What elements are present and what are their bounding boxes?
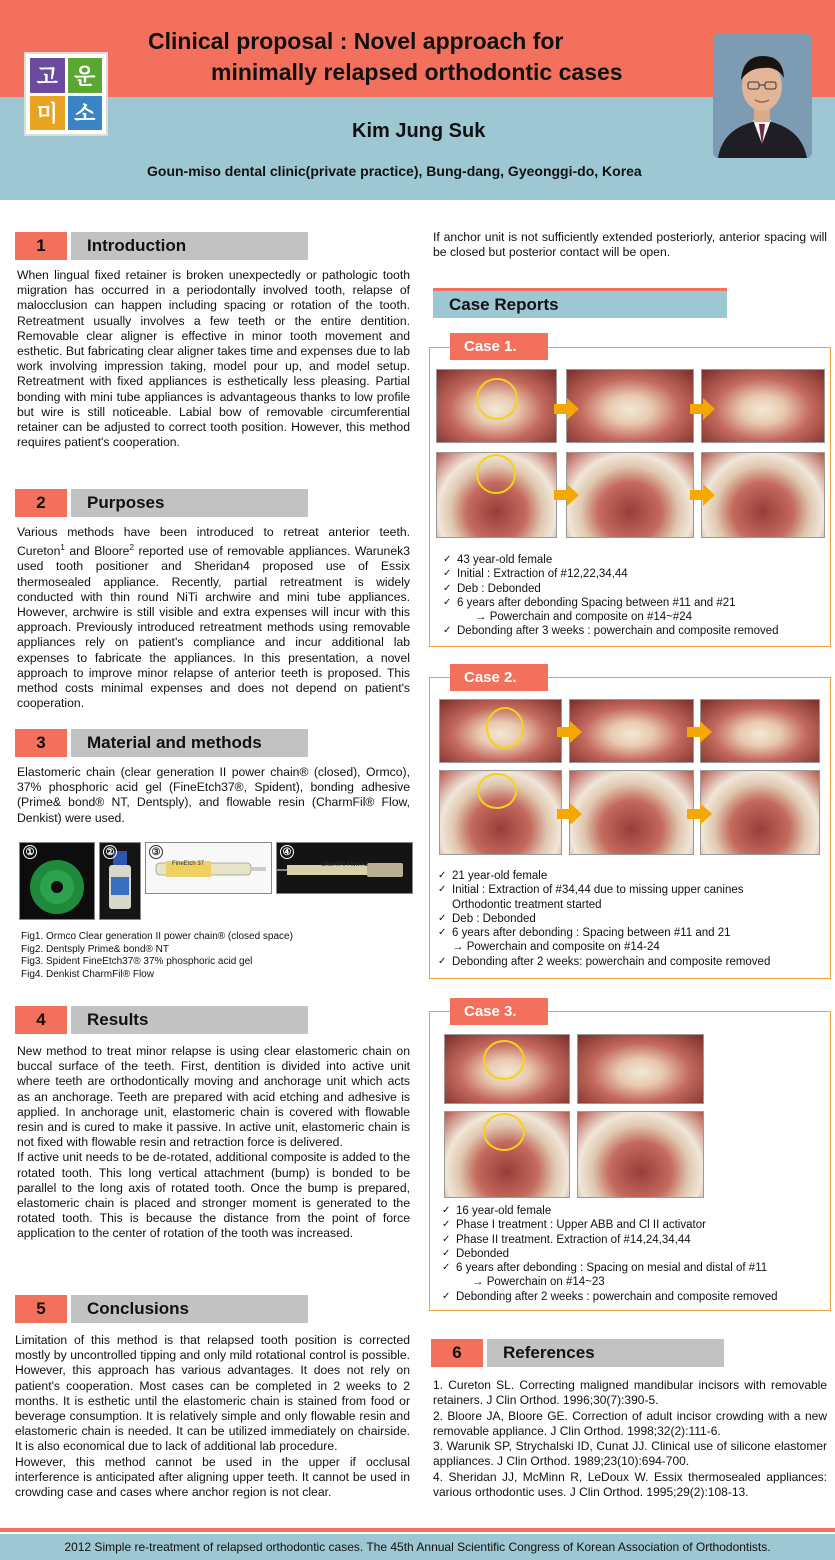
figure-captions [21, 931, 411, 981]
section-title-results: Results [71, 1006, 308, 1034]
case-2-highlight-circle [486, 707, 524, 749]
case-detail: ✓ Deb : Debonded [438, 912, 823, 926]
header-bottom-band [0, 97, 835, 200]
case-2-highlight-circle [477, 773, 517, 809]
results-paragraph-1: New method to treat minor relapse is using clear elastomeric chain on buccal surface of the teeth. First, dentition is divided into active unit where teeth are orthodontically moving and anchorage unit which acts as an anchorage. Teeth are prepared with acid etching and adhesive is applied. In anchorage unit, elastomeric chain is covered with flowable resin and is cured to make it passive. In active unit, elastomeric chain is not fixed with flowable resin and retraction force is delivered. [17, 1044, 410, 1150]
figure-number-2: ② [103, 845, 117, 859]
case-2-details [438, 869, 823, 969]
purposes-text-c: reported use of removable appliances. Warunek3 used tooth positioner and Sheridan4 proposed use of Essix thermosealed appliance. Recently, partial retreatment is widely conducted with thin round NiTi archwire and mini tube appliances. However, archwire is still visible and extra expenses will incur with this approach. Previously introduced retreatment methods using removable appliances rely on patient's compliance and incur additional lab expenses to fabricate the appliances. In this presentation, a novel approach to improve minor relapse of anterior teeth is proposed. This method costs minimal expenses and does not depend on patient's cooperation. [17, 544, 410, 711]
purposes-text-a: Various methods have been introduced to retreat anterior teeth. Cureton [17, 525, 410, 559]
case-1-label: Case 1. [450, 333, 548, 360]
case-detail: ✓ 43 year-old female [443, 553, 823, 567]
etch-label: FineEtch 37 [172, 861, 205, 867]
case-detail: → Powerchain and composite on #14-24 [452, 941, 660, 954]
purposes-paragraph [17, 525, 410, 712]
figure-caption: Fig2. Dentsply Prime& bond® NT [21, 943, 169, 955]
anchor-unit-note [433, 230, 827, 260]
citation-1: 1 [60, 543, 65, 553]
case-detail: ✓ 6 years after debonding Spacing between #11 and #21 [443, 596, 823, 610]
case-detail: ✓ 6 years after debonding : Spacing between #11 and 21 [438, 926, 823, 940]
logo-char: 운 [68, 58, 103, 93]
reference-item: 3. Warunik SP, Strychalski ID, Cunat JJ. Clinical use of silicone elastomer appliances. J Clin Orthod. 1989;23(10):694-700. [433, 1439, 827, 1469]
case-2-photo-frontal-progress [569, 699, 694, 763]
author-portrait-image [713, 34, 812, 158]
purposes-text-b: and Bloore [64, 544, 130, 559]
conclusions-paragraph-1: Limitation of this method is that relapsed tooth position is corrected mostly by uncontrolled tipping and only mild rotational control is possible. However, this approach has various advantages. It does not rely on patient's cooperation. Most cases can be completed in 2 weeks to 2 months. It is esthetic until the elastomeric chain is stained from food or beverage consumption. It is relatively simple and only flowable resin and elastomeric chain is needed. It can be utilized immediately on chairside. It is also economical due to lack of additional lab procedure. [15, 1333, 410, 1454]
author-affiliation: Goun-miso dental clinic(private practice), Bung-dang, Gyeonggi-do, Korea [147, 163, 642, 179]
case-detail: ✓ Initial : Extraction of #12,22,34,44 [443, 567, 823, 581]
methods-paragraph: Elastomeric chain (clear generation II power chain® (closed), Ormco), 37% phosphoric acid gel (FineEtch37®, Spident), bonding adhesive (Prime& bond® NT, Dentsply), and flowable resin (CharmFil® Flow, Denkist) were used. [17, 765, 410, 825]
footer-accent-line [0, 1528, 835, 1532]
poster-title-line1: Clinical proposal : Novel approach for [148, 28, 564, 54]
figure-number-4: ④ [280, 845, 294, 859]
case-1-highlight-circle [476, 378, 518, 420]
case-detail: ✓ Phase II treatment. Extraction of #14,24,34,44 [442, 1233, 827, 1247]
section-title-references: References [487, 1339, 724, 1367]
case-detail: ✓ Debonding after 2 weeks : powerchain and composite removed [442, 1290, 827, 1304]
case-detail: ✓ 21 year-old female [438, 869, 823, 883]
material-image-etch [145, 842, 272, 894]
case-2-label: Case 2. [450, 664, 548, 691]
poster-title-line2: minimally relapsed orthodontic cases [211, 59, 623, 85]
case-3-highlight-circle [483, 1040, 525, 1080]
case-3-photo-occlusal-final [577, 1111, 704, 1198]
results-text [17, 1044, 410, 1242]
clinic-logo [24, 52, 108, 136]
case-detail: → Powerchain and composite on #14~#24 [475, 611, 693, 624]
case-reports-title: Case Reports [433, 291, 727, 318]
case-1-photo-frontal-final [701, 369, 825, 443]
case-detail: ✓ Debonding after 2 weeks: powerchain and composite removed [438, 955, 823, 969]
case-detail: ✓ Phase I treatment : Upper ABB and Cl II activator [442, 1218, 827, 1232]
case-detail: ✓ 6 years after debonding : Spacing on mesial and distal of #11 [442, 1261, 827, 1275]
figure-caption: Fig4. Denkist CharmFil® Flow [21, 968, 154, 980]
section-number: 6 [431, 1339, 483, 1367]
anchor-unit-paragraph: If anchor unit is not sufficiently extended posteriorly, anterior spacing will be closed but posterior contact will be open. [433, 230, 827, 260]
case-detail: ✓ Debonded [442, 1247, 827, 1261]
conclusions-paragraph-2: However, this method cannot be used in the upper if occlusal interference is anticipated after aligning upper teeth. It cannot be used in crowding case and cases where anchor region is not clear. [15, 1454, 410, 1500]
case-1-details [443, 553, 823, 639]
logo-char: 미 [30, 96, 65, 131]
section-number: 4 [15, 1006, 67, 1034]
case-detail: → Powerchain on #14~23 [472, 1276, 605, 1289]
introduction-text [17, 268, 410, 450]
case-1-photo-occlusal-progress [566, 452, 694, 538]
case-detail: ✓ Deb : Debonded [443, 582, 823, 596]
citation-2: 2 [129, 543, 134, 553]
conclusions-text [15, 1333, 410, 1500]
figure-number-1: ① [23, 845, 37, 859]
case-detail: ✓ Initial : Extraction of #34,44 due to missing upper canines [438, 883, 823, 897]
results-paragraph-2: If active unit needs to be de-rotated, additional composite is added to the rotated tooth. This long vertical attachment (bump) is bonded to be parallel to the long axis of rotated tooth. Once the bump is prepared, elastomeric chain is placed and stronger moment is generated to the rotated tooth. This is because the distance from the point of force application to the center of rotation of the tooth was increased. [17, 1150, 410, 1241]
material-image-bond [99, 842, 141, 920]
author-name: Kim Jung Suk [352, 120, 486, 142]
section-number: 3 [15, 729, 67, 757]
section-title-methods: Material and methods [71, 729, 308, 757]
reference-item: 4. Sheridan JJ, McMinn R, LeDoux W. Essix thermosealed appliances: various orthodontic uses. J Clin Orthod. 1995;29(2):108-13. [433, 1469, 827, 1500]
purposes-text [17, 525, 410, 712]
case-1-photo-frontal-progress [566, 369, 694, 443]
case-detail: Orthodontic treatment started [452, 898, 602, 911]
material-image-flowable-resin [276, 842, 413, 894]
case-1-highlight-circle [476, 454, 516, 494]
section-number: 2 [15, 489, 67, 517]
case-3-highlight-circle [483, 1113, 525, 1151]
section-number: 5 [15, 1295, 67, 1323]
case-3-photo-frontal-final [577, 1034, 704, 1104]
footer-citation: 2012 Simple re-treatment of relapsed orthodontic cases. The 45th Annual Scientific Congress of Korean Association of Orthodontists. [0, 1534, 835, 1560]
figure-caption: Fig1. Ormco Clear generation II power chain® (closed space) [21, 931, 293, 942]
author-photo [713, 34, 812, 158]
etch-syringe-image [146, 843, 271, 893]
logo-char: 고 [30, 58, 65, 93]
section-title-conclusions: Conclusions [71, 1295, 308, 1323]
section-title-introduction: Introduction [71, 232, 308, 260]
case-3-details [442, 1204, 827, 1304]
material-image-powerchain [19, 842, 95, 920]
case-1-photo-occlusal-final [701, 452, 825, 538]
reference-item: 2. Bloore JA, Bloore GE. Correction of adult incisor crowding with a new removable appliance. J Clin Orthod. 1998;32(2):111-6. [433, 1408, 827, 1438]
case-2-photo-occlusal-progress [569, 770, 694, 855]
reference-item: 1. Cureton SL. Correcting maligned mandibular incisors with removable retainers. J Clin Orthod. 1996;30(7):390-5. [433, 1378, 827, 1408]
case-detail: ✓ 16 year-old female [442, 1204, 827, 1218]
case-2-photo-occlusal-final [700, 770, 820, 855]
case-2-photo-frontal-final [700, 699, 820, 763]
case-3-label: Case 3. [450, 998, 548, 1025]
resin-syringe-image [277, 843, 412, 893]
references-list [433, 1378, 827, 1500]
figure-caption: Fig3. Spident FineEtch37® 37% phosphoric acid gel [21, 956, 253, 968]
figure-number-3: ③ [149, 845, 163, 859]
methods-text [17, 765, 410, 826]
section-number: 1 [15, 232, 67, 260]
logo-char: 소 [68, 96, 103, 131]
introduction-paragraph: When lingual fixed retainer is broken unexpectedly or pathologic tooth migration has occurred in a periodontally involved tooth, relapse of malocclusion can happen including spacing or rotation of the tooth. Retreatment usually involves a few teeth or the entire dentition. Removable clear aligner is effective in minor tooth movement and esthetic. But fabricating clear aligner takes time and expenses due to lab work involving impression taking, model pour up, and model setup. Retreatment with fixed appliances is esthetically less pleasing. Partial bonding with mini tube appliances is advantageous thanks to low profile but wire is still noticeable. Labial bow of removable circumferential retainer can be adjusted to correct tooth position. However, this method requires patient's cooperation. [17, 268, 410, 450]
section-title-purposes: Purposes [71, 489, 308, 517]
resin-label: CharmFil Flow A2 [321, 862, 369, 868]
case-detail: ✓ Debonding after 3 weeks : powerchain and composite removed [443, 624, 823, 638]
